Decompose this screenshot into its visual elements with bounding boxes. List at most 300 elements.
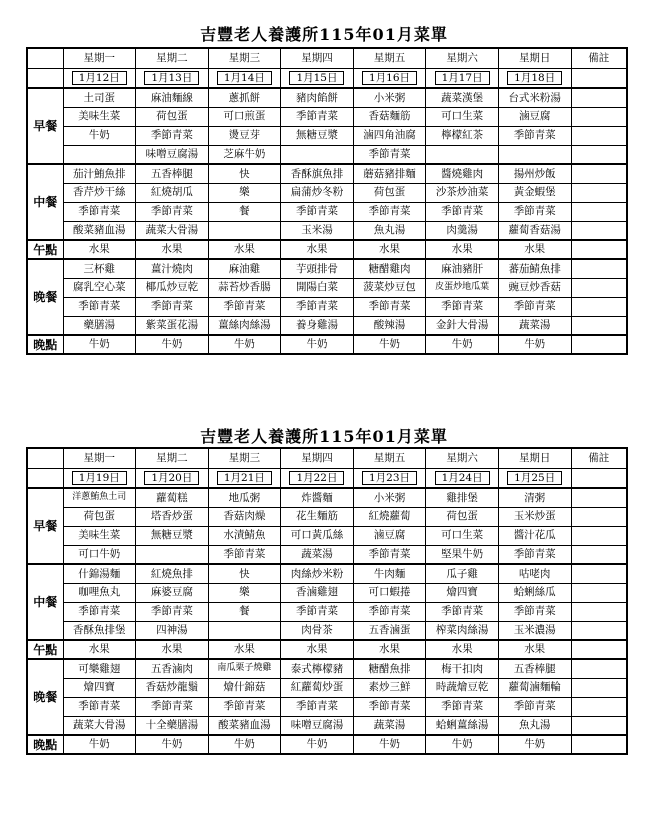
meal-row [27,126,627,145]
notes-header: 備註 [571,448,627,468]
date-label: 1月12日 [72,71,127,86]
menu-item: 肉絲炒米粉 [281,564,354,583]
menu-item: 滷豆腐 [498,107,571,126]
notes-cell [571,335,627,354]
menu-item: 香酥魚排堡 [63,621,136,640]
menu-item: 季節青菜 [498,602,571,621]
meal-label: 中餐 [27,164,63,240]
meal-row [27,488,627,507]
day-header: 星期三 [208,448,281,468]
menu-item: 水果 [208,640,281,659]
date-cell [353,468,426,488]
menu-item: 咕咾肉 [498,564,571,583]
menu-item: 蘑菇豬排麵 [353,164,426,183]
menu-item: 茄汁鮪魚排 [63,164,136,183]
meal-row [27,278,627,297]
menu-item: 快 [208,564,281,583]
menu-item: 沙茶炒油菜 [426,183,499,202]
menu-item: 可口生菜 [426,107,499,126]
menu-item: 可口黃瓜絲 [281,526,354,545]
date-label: 1月20日 [144,471,199,486]
menu-item: 味噌豆腐湯 [281,716,354,735]
notes-cell [571,545,627,564]
menu-item: 豌豆炒香菇 [498,278,571,297]
menu-item: 紫菜蛋花湯 [136,316,209,335]
date-cell [136,68,209,88]
date-row [27,68,627,88]
menu-item: 季節青菜 [63,202,136,221]
menu-item: 椰瓜炒豆乾 [136,278,209,297]
notes-cell [571,659,627,678]
menu-item: 糖醋雞肉 [353,259,426,278]
date-cell [498,68,571,88]
menu-item: 蛤蜊薑絲湯 [426,716,499,735]
notes-cell [571,716,627,735]
notes-cell [571,297,627,316]
menu-item: 水果 [426,240,499,259]
menu-item: 芋頭排骨 [281,259,354,278]
menu-item: 香滷雞翅 [281,583,354,602]
meal-label: 午點 [27,240,63,259]
notes-cell [571,107,627,126]
menu-item: 花生麵筋 [281,507,354,526]
day-header-row [27,48,627,68]
menu-item: 牛奶 [63,335,136,354]
menu-item: 開陽白菜 [281,278,354,297]
menu-item: 素炒三鮮 [353,678,426,697]
menu-item: 蔬菜湯 [498,316,571,335]
menu-item: 腐乳空心菜 [63,278,136,297]
menu-item: 蔬菜漢堡 [426,88,499,107]
menu-item: 樂 [208,583,281,602]
menu-item: 季節青菜 [353,545,426,564]
notes-cell [571,88,627,107]
menu-item [136,545,209,564]
menu-item: 泰式檸檬豬 [281,659,354,678]
menu-item: 可口煎蛋 [208,107,281,126]
menu-item: 麻油雞 [208,259,281,278]
day-header: 星期五 [353,48,426,68]
meal-row [27,735,627,754]
date-label: 1月25日 [507,471,562,486]
menu-item: 藥膳湯 [63,316,136,335]
menu-item: 水果 [208,240,281,259]
menu-item: 咖哩魚丸 [63,583,136,602]
date-label: 1月15日 [289,71,344,86]
date-label: 1月16日 [362,71,417,86]
meal-row [27,316,627,335]
notes-cell [571,278,627,297]
notes-cell [571,221,627,240]
menu-item: 燴什錦菇 [208,678,281,697]
menu-item: 季節青菜 [208,297,281,316]
menu-item: 雞排堡 [426,488,499,507]
menu-item: 季節青菜 [281,602,354,621]
notes-cell [571,316,627,335]
menu-item: 燴四寶 [63,678,136,697]
menu-item: 瓜子雞 [426,564,499,583]
menu-item: 荷包蛋 [353,183,426,202]
day-header: 星期日 [498,48,571,68]
menu-item: 可口生菜 [426,526,499,545]
meal-row [27,202,627,221]
menu-item: 蒜苔炒香腸 [208,278,281,297]
menu-item: 季節青菜 [498,202,571,221]
menu-item: 季節青菜 [63,602,136,621]
menu-item: 蔬菜大骨湯 [136,221,209,240]
menu-item: 蔥抓餅 [208,88,281,107]
menu-item: 季節青菜 [426,202,499,221]
meal-row [27,583,627,602]
menu-item: 小米粥 [353,488,426,507]
menu-item: 餐 [208,202,281,221]
menu-item: 滷四角油腐 [353,126,426,145]
day-header: 星期一 [63,48,136,68]
menu-item: 玉米湯 [281,221,354,240]
meal-label: 晚餐 [27,259,63,335]
meal-row [27,221,627,240]
menu-item: 季節青菜 [353,602,426,621]
date-cell [63,468,136,488]
menu-item: 紅燒胡瓜 [136,183,209,202]
notes-cell [571,697,627,716]
menu-item: 牛奶 [498,335,571,354]
menu-item: 季節青菜 [208,697,281,716]
day-header: 星期日 [498,448,571,468]
notes-cell [571,164,627,183]
menu-item: 麻婆豆腐 [136,583,209,602]
menu-item: 荷包蛋 [426,507,499,526]
menu-item: 樂 [208,183,281,202]
menu-item: 蘿蔔滷麵輪 [498,678,571,697]
menu-item: 季節青菜 [426,297,499,316]
notes-cell [571,735,627,754]
meal-row [27,88,627,107]
date-label: 1月13日 [144,71,199,86]
menu-item: 水果 [426,640,499,659]
menu-item: 肉骨茶 [281,621,354,640]
weekly-menu-table [26,447,628,755]
menu-item: 炸醬麵 [281,488,354,507]
notes-cell [571,126,627,145]
meal-row [27,526,627,545]
date-cell [208,468,281,488]
notes-cell [571,621,627,640]
menu-item: 水果 [498,240,571,259]
menu-item: 季節青菜 [498,697,571,716]
menu-item: 荷包蛋 [136,107,209,126]
date-cell [63,68,136,88]
menu-item: 水果 [353,240,426,259]
notes-cell [571,145,627,164]
day-header: 星期四 [281,48,354,68]
notes-cell [571,583,627,602]
menu-item: 梅干扣肉 [426,659,499,678]
menu-item: 水果 [281,240,354,259]
date-label: 1月22日 [289,471,344,486]
menu-item: 蕃茄鯖魚排 [498,259,571,278]
menu-item: 五香棒腿 [498,659,571,678]
menu-item: 十全藥膳湯 [136,716,209,735]
menu-item: 時蔬燴豆乾 [426,678,499,697]
notes-cell [571,602,627,621]
menu-item: 玉米濃湯 [498,621,571,640]
menu-item: 酸辣湯 [353,316,426,335]
meal-row [27,659,627,678]
menu-item: 蘿蔔糕 [136,488,209,507]
menu-item: 玉米炒蛋 [498,507,571,526]
menu-item: 可樂雞翅 [63,659,136,678]
menu-item: 牛奶 [498,735,571,754]
menu-item: 地瓜粥 [208,488,281,507]
meal-label: 晚點 [27,735,63,754]
menu-item: 醬燒雞肉 [426,164,499,183]
menu-item: 牛奶 [208,335,281,354]
meal-row [27,678,627,697]
menu-item: 蘿蔔香菇湯 [498,221,571,240]
menu-item: 無糖豆漿 [281,126,354,145]
menu-item: 小米粥 [353,88,426,107]
menu-item: 季節青菜 [136,602,209,621]
date-label: 1月24日 [435,471,490,486]
notes-header: 備註 [571,48,627,68]
menu-item: 肉羹湯 [426,221,499,240]
corner-cell [27,48,63,68]
menu-item: 可口牛奶 [63,545,136,564]
menu-item: 季節青菜 [136,697,209,716]
meal-row [27,145,627,164]
meal-row [27,640,627,659]
menu-item: 牛奶 [281,735,354,754]
menu-item: 水果 [63,240,136,259]
date-label: 1月18日 [507,71,562,86]
notes-cell [571,259,627,278]
menu-item: 季節青菜 [281,107,354,126]
menu-item: 牛奶 [63,126,136,145]
meal-label: 晚點 [27,335,63,354]
meal-row [27,259,627,278]
date-cell [136,468,209,488]
menu-item: 麻油麵線 [136,88,209,107]
menu-item: 菠菜炒豆包 [353,278,426,297]
menu-item: 紅燒魚排 [136,564,209,583]
date-cell [281,68,354,88]
weekly-menu-table [26,47,628,355]
meal-label: 午點 [27,640,63,659]
meal-row [27,507,627,526]
menu-item: 季節青菜 [498,545,571,564]
meal-row [27,183,627,202]
menu-item: 魚丸湯 [498,716,571,735]
meal-row [27,107,627,126]
day-header: 星期五 [353,448,426,468]
menu-item [208,221,281,240]
menu-item: 燙豆芽 [208,126,281,145]
date-cell [426,468,499,488]
menu-item: 季節青菜 [353,697,426,716]
menu-item: 香酥旗魚排 [281,164,354,183]
meal-row [27,297,627,316]
menu-item: 什錦湯麵 [63,564,136,583]
menu-item: 餐 [208,602,281,621]
menu-item: 季節青菜 [281,202,354,221]
notes-cell [571,488,627,507]
menu-item: 紅燒蘿蔔 [353,507,426,526]
menu-item: 牛奶 [426,335,499,354]
menu-item: 季節青菜 [281,697,354,716]
menu-item: 土司蛋 [63,88,136,107]
day-header-row [27,448,627,468]
date-label: 1月19日 [72,471,127,486]
menu-item: 水果 [136,240,209,259]
menu-item [426,145,499,164]
day-header: 星期三 [208,48,281,68]
menu-item: 水果 [63,640,136,659]
menu-item: 三杯雞 [63,259,136,278]
menu-item: 水果 [498,640,571,659]
menu-item: 季節青菜 [136,202,209,221]
menu-item: 黃金蝦堡 [498,183,571,202]
meal-row [27,164,627,183]
menu-item: 四神湯 [136,621,209,640]
menu-item: 香菇麵筋 [353,107,426,126]
menu-item: 季節青菜 [498,126,571,145]
date-corner-cell [27,468,63,488]
menu-item: 魚丸湯 [353,221,426,240]
day-header: 星期四 [281,448,354,468]
menu-item: 季節青菜 [208,545,281,564]
menu-item: 五香滷肉 [136,659,209,678]
date-label: 1月21日 [217,471,272,486]
menu-item: 豬肉餡餅 [281,88,354,107]
menu-item: 芝麻牛奶 [208,145,281,164]
menu-item: 紅蘿蔔炒蛋 [281,678,354,697]
menu-item: 無糖豆漿 [136,526,209,545]
meal-row [27,716,627,735]
menu-item: 味噌豆腐湯 [136,145,209,164]
menu-item: 薑絲肉絲湯 [208,316,281,335]
menu-item: 季節青菜 [281,297,354,316]
menu-item: 清粥 [498,488,571,507]
menu-item: 牛奶 [136,335,209,354]
notes-cell [571,564,627,583]
day-header: 星期二 [136,48,209,68]
menu-item: 洋蔥鮪魚土司 [63,488,136,507]
menu-item: 季節青菜 [426,697,499,716]
menu-item: 牛奶 [63,735,136,754]
notes-cell [571,507,627,526]
menu-item: 堅果牛奶 [426,545,499,564]
menu-item: 牛奶 [353,735,426,754]
menu-item: 養身雞湯 [281,316,354,335]
day-header: 星期六 [426,48,499,68]
menu-item: 南瓜栗子燒雞 [208,659,281,678]
date-cell [426,68,499,88]
corner-cell [27,448,63,468]
date-label: 1月17日 [435,71,490,86]
menu-item: 季節青菜 [353,202,426,221]
notes-cell [571,68,627,88]
date-row [27,468,627,488]
meal-row [27,335,627,354]
menu-item: 美味生菜 [63,526,136,545]
menu-item: 揚州炒飯 [498,164,571,183]
menu-item: 荷包蛋 [63,507,136,526]
menu-item: 香菇肉燥 [208,507,281,526]
menu-item: 糖醋魚排 [353,659,426,678]
date-label: 1月14日 [217,71,272,86]
menu-item: 季節青菜 [353,297,426,316]
week-1-title: 吉豐老人養護所115年01月菜單 [200,25,448,44]
menu-item: 香芹炒干絲 [63,183,136,202]
menu-item: 皮蛋炒地瓜葉 [426,278,499,297]
menu-item: 水果 [353,640,426,659]
menu-item: 牛奶 [208,735,281,754]
day-header: 星期六 [426,448,499,468]
meal-row [27,621,627,640]
menu-item: 牛奶 [353,335,426,354]
menu-item [281,145,354,164]
menu-item: 香菇炒龍鬚 [136,678,209,697]
menu-item: 季節青菜 [136,126,209,145]
menu-item: 金針大骨湯 [426,316,499,335]
menu-item: 蔬菜湯 [353,716,426,735]
meal-label: 早餐 [27,88,63,164]
menu-item: 牛奶 [136,735,209,754]
menu-item: 牛奶 [426,735,499,754]
week-2-title: 吉豐老人養護所115年01月菜單 [200,427,448,446]
menu-item: 快 [208,164,281,183]
meal-row [27,697,627,716]
menu-item [208,621,281,640]
menu-item [498,145,571,164]
meal-label: 晚餐 [27,659,63,735]
menu-item: 牛肉麵 [353,564,426,583]
menu-item: 燴四寶 [426,583,499,602]
meal-label: 中餐 [27,564,63,640]
menu-item: 酸菜豬血湯 [208,716,281,735]
notes-cell [571,183,627,202]
date-corner-cell [27,68,63,88]
menu-item: 美味生菜 [63,107,136,126]
meal-row [27,602,627,621]
menu-item: 滷豆腐 [353,526,426,545]
menu-item: 蛤蜊絲瓜 [498,583,571,602]
menu-item: 季節青菜 [63,297,136,316]
menu-item: 水果 [281,640,354,659]
notes-cell [571,202,627,221]
menu-item: 蔬菜湯 [281,545,354,564]
menu-item: 五香棒腿 [136,164,209,183]
menu-item: 檸檬紅茶 [426,126,499,145]
meal-row [27,564,627,583]
menu-item: 季節青菜 [136,297,209,316]
date-cell [208,68,281,88]
menu-item: 五香滷蛋 [353,621,426,640]
menu-item: 榨菜肉絲湯 [426,621,499,640]
notes-cell [571,468,627,488]
date-cell [281,468,354,488]
menu-item: 扁蒲炒冬粉 [281,183,354,202]
menu-item: 水果 [136,640,209,659]
menu-item: 台式米粉湯 [498,88,571,107]
menu-item: 季節青菜 [498,297,571,316]
meal-row [27,545,627,564]
notes-cell [571,640,627,659]
notes-cell [571,240,627,259]
menu-item [63,145,136,164]
day-header: 星期一 [63,448,136,468]
